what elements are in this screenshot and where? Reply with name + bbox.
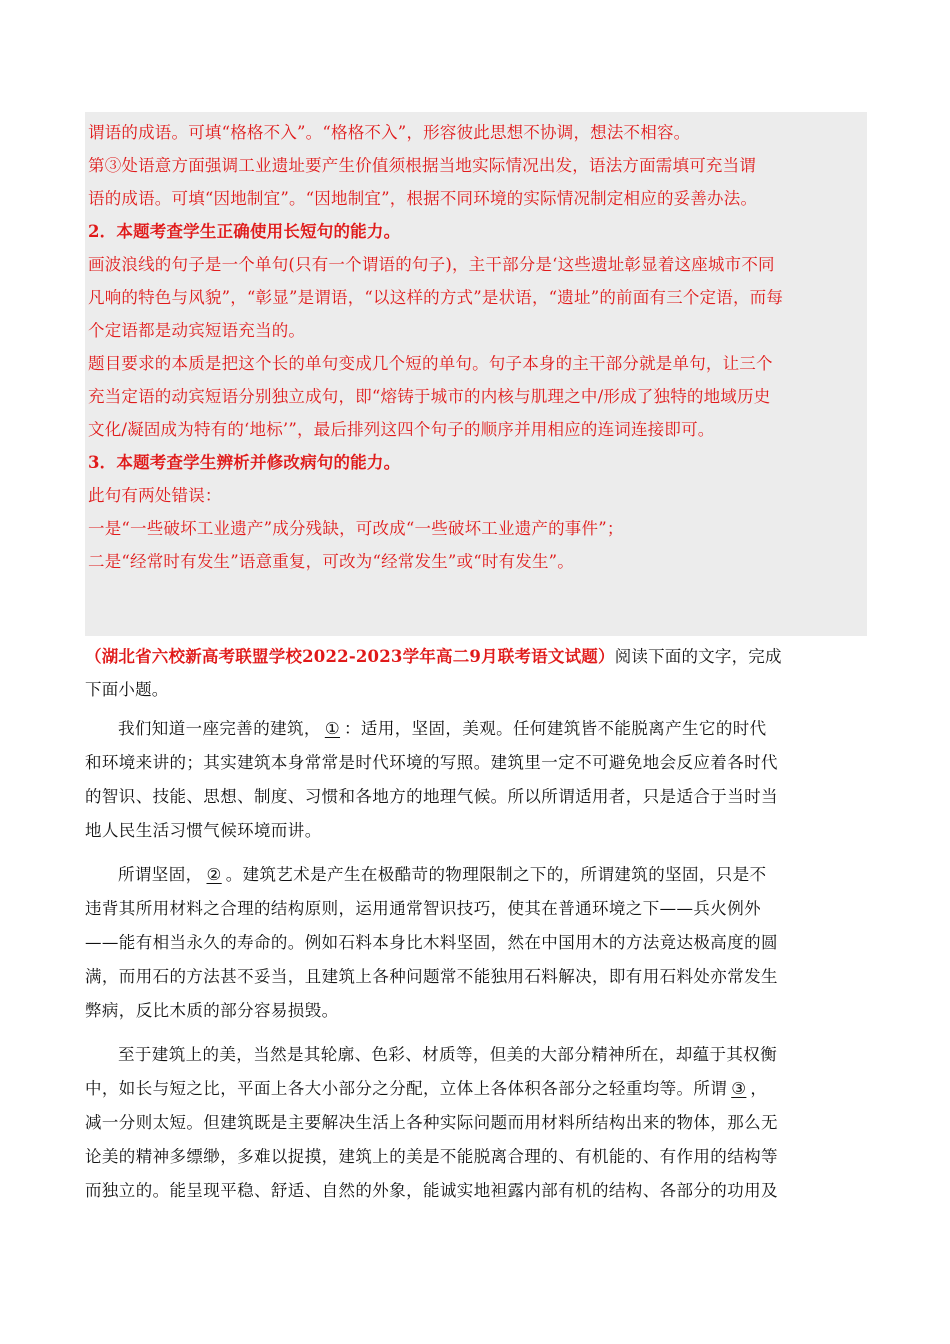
answer-line: 文化/凝固成为特有的‘地标’”，最后排列这四个句子的顺序并用相应的连词连接即可。 [88,420,715,439]
answer-line: 题目要求的本质是把这个长的单句变成几个短的单句。句子本身的主干部分就是单句，让三个 [88,354,773,373]
fill-blank-3: ③ [731,1079,747,1098]
source-line [85,640,870,673]
passage-line: 而独立的。能呈现平稳、舒适、自然的外象，能诚实地袒露内部有机的结构、各部分的功用及 [85,1181,778,1200]
answer-line: 第③处语意方面强调工业遗址要产生价值须根据当地实际情况出发，语法方面需填可充当谓 [88,156,756,175]
passage-line: 弊病，反比木质的部分容易损毁。 [85,1001,339,1020]
passage-line: 违背其所用材料之合理的结构原则，运用通常智识技巧，使其在普通环境之下——兵火例外 [85,899,761,918]
fill-blank-2: ② [206,865,222,884]
passage-text: 所谓坚固， [118,865,203,884]
answer-explanation-block [85,112,867,636]
answer-line: 充当定语的动宾短语分别独立成句，即“熔铸于城市的内核与肌理之中/形成了独特的地域历史 [88,387,771,406]
answer-line: 一是“一些破坏工业遗产”成分残缺，可改成“一些破坏工业遗产的事件”； [88,519,624,538]
passage-text: 中，如长与短之比，平面上各大小部分之分配，立体上各体积各部分之轻重均等。所谓 [85,1079,728,1098]
answer-line: 谓语的成语。可填“格格不入”。“格格不入”，形容彼此思想不协调，想法不相容。 [88,123,691,142]
source-name: （湖北省六校新高考联盟学校2022-2023学年高二9月联考语文试题） [85,647,615,666]
passage-line [85,712,870,746]
passage-line: 满，而用石的方法甚不妥当，且建筑上各种问题常不能独用石料解决，即有用石料处亦常发生 [85,967,778,986]
answer-line: 二是“经常时有发生”语意重复，可改为“经常发生”或“时有发生”。 [88,552,575,571]
passage-line: 和环境来讲的；其实建筑本身常常是时代环境的写照。建筑里一定不可避免地会反应着各时代 [85,753,778,772]
passage-paragraph-1 [85,712,870,848]
answer-line: 个定语都是动宾短语充当的。 [88,321,306,340]
question-source [85,640,870,706]
passage-line: 减一分则太短。但建筑既是主要解决生活上各种实际问题而用材料所结构出来的物体，那么无 [85,1113,778,1132]
passage-line: 地人民生活习惯气候环境而讲。 [85,821,322,840]
answer-heading: 2．本题考查学生正确使用长短句的能力。 [88,222,401,241]
passage-paragraph-2 [85,858,870,1028]
passage-text: ：适用，坚固，美观。任何建筑皆不能脱离产生它的时代 [344,719,767,738]
answer-line: 凡响的特色与风貌”，“彰显”是谓语，“以这样的方式”是状语，“遗址”的前面有三个定语，而每 [88,288,784,307]
source-instruction: 阅读下面的文字，完成 [614,647,782,666]
answer-line: 此句有两处错误： [88,486,222,505]
passage-line: 的智识、技能、思想、制度、习惯和各地方的地理气候。所以所谓适用者，只是适合于当时当 [85,787,778,806]
passage-line [85,1072,870,1106]
passage-line: 论美的精神多缥缈，多难以捉摸，建筑上的美是不能脱离合理的、有机能的、有作用的结构等 [85,1147,778,1166]
passage-paragraph-3 [85,1038,870,1208]
passage-line [85,858,870,892]
passage-text: ， [750,1079,768,1098]
answer-heading: 3．本题考查学生辨析并修改病句的能力。 [88,453,401,472]
passage-line: 至于建筑上的美，当然是其轮廓、色彩、材质等，但美的大部分精神所在，却蕴于其权衡 [118,1045,778,1064]
source-instruction-cont: 下面小题。 [85,680,169,699]
answer-line: 画波浪线的句子是一个单句(只有一个谓语的句子)，主干部分是‘这些遗址彰显着这座城市不同 [88,255,775,274]
fill-blank-1: ① [324,719,341,738]
passage-text: 。建筑艺术是产生在极酷苛的物理限制之下的，所谓建筑的坚固，只是不 [225,865,767,884]
passage-text: 我们知道一座完善的建筑， [118,719,321,738]
reading-passage [85,712,870,1218]
passage-line: ——能有相当永久的寿命的。例如石料本身比木料坚固，然在中国用木的方法竟达极高度的圆 [85,933,778,952]
answer-line: 语的成语。可填“因地制宜”。“因地制宜”，根据不同环境的实际情况制定相应的妥善办法。 [88,189,758,208]
